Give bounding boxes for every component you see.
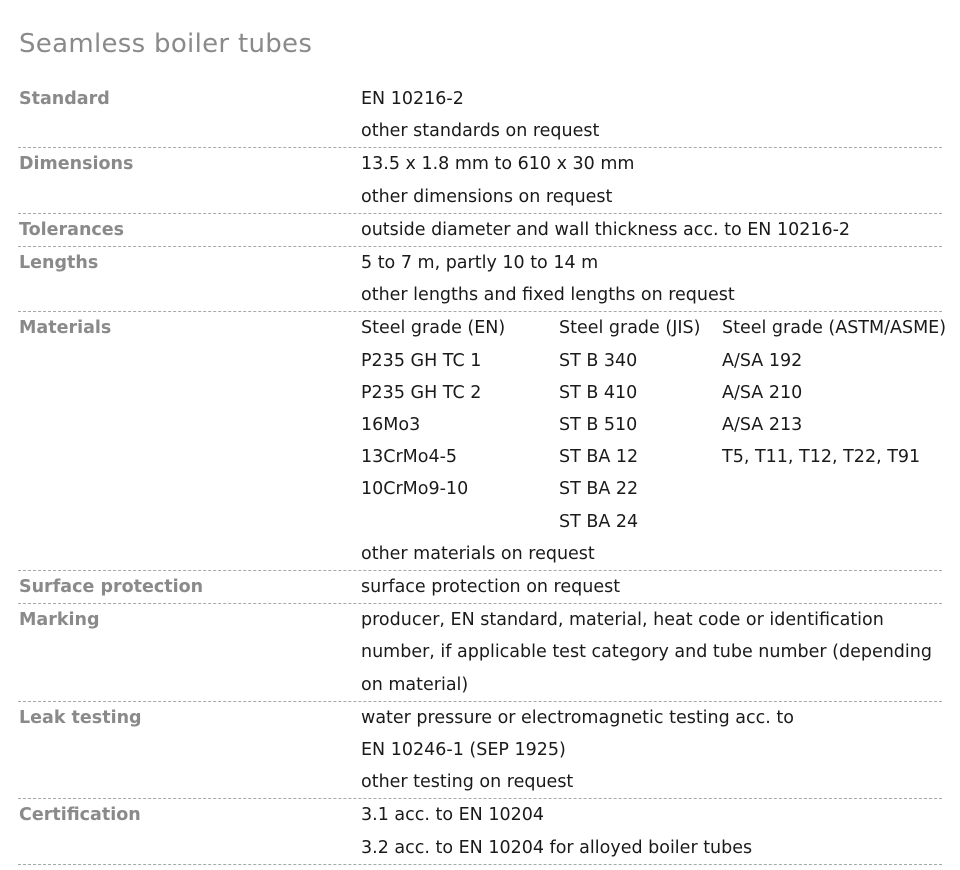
spec-values — [361, 312, 947, 570]
grade-item: P235 GH TC 1 — [361, 350, 482, 371]
spec-value: 3.1 acc. to EN 10204 — [361, 805, 544, 826]
grade-item: T5, T11, T12, T22, T91 — [722, 447, 921, 468]
spec-label: Tolerances — [19, 219, 125, 240]
grade-item: 10CrMo9-10 — [361, 479, 469, 500]
spec-label: Materials — [19, 318, 112, 339]
spec-row-marking — [18, 604, 942, 702]
grade-item: 13CrMo4-5 — [361, 447, 458, 468]
spec-values — [361, 148, 942, 212]
grade-item: ST BA 24 — [558, 511, 639, 532]
spec-row-standard — [18, 83, 942, 148]
spec-value: producer, EN standard, material, heat code or identification — [361, 610, 884, 631]
column-header: Steel grade (ASTM/ASME) — [722, 318, 947, 339]
grade-item: ST BA 12 — [558, 447, 639, 468]
steel-grade-column-jis — [559, 312, 722, 537]
spec-label: Surface protection — [19, 577, 204, 598]
spec-label: Lengths — [19, 253, 99, 274]
spec-value: surface protection on request — [361, 577, 621, 598]
spec-value: other dimensions on request — [361, 186, 613, 207]
spec-row-certification — [18, 799, 942, 864]
steel-grade-columns — [361, 312, 947, 537]
spec-row-surface-protection — [18, 571, 942, 604]
spec-value: water pressure or electromagnetic testing acc. to — [361, 707, 794, 728]
spec-values — [361, 83, 942, 147]
steel-grade-column-en — [361, 312, 559, 537]
spec-row-leak-testing — [18, 702, 942, 800]
grade-item: A/SA 210 — [722, 382, 803, 403]
spec-value: other standards on request — [361, 121, 600, 142]
spec-label: Dimensions — [19, 154, 134, 175]
spec-value: other lengths and fixed lengths on request — [361, 285, 735, 306]
spec-row-dimensions — [18, 148, 942, 213]
spec-values — [361, 247, 942, 311]
page-title: Seamless boiler tubes — [19, 29, 313, 60]
grade-item: ST B 340 — [558, 350, 638, 371]
spec-row-materials — [18, 312, 947, 571]
spec-values — [361, 214, 942, 246]
spec-value: EN 10216-2 — [361, 89, 464, 109]
grade-item: A/SA 213 — [722, 415, 803, 436]
grade-item: ST B 510 — [558, 415, 638, 436]
spec-value: EN 10246-1 (SEP 1925) — [361, 740, 566, 761]
grade-item: ST BA 22 — [558, 479, 639, 500]
column-header: Steel grade (EN) — [361, 318, 506, 339]
grade-item: A/SA 192 — [722, 350, 803, 371]
spec-values — [361, 604, 942, 701]
materials-note: other materials on request — [361, 543, 595, 564]
spec-value: 13.5 x 1.8 mm to 610 x 30 mm — [361, 154, 635, 175]
spec-row-tolerances — [18, 214, 942, 247]
grade-item: P235 GH TC 2 — [361, 382, 482, 403]
spec-value: 5 to 7 m, partly 10 to 14 m — [361, 253, 599, 274]
spec-row-lengths — [18, 247, 942, 312]
spec-value: outside diameter and wall thickness acc. to EN 10216-2 — [361, 219, 851, 240]
spec-value: number, if applicable test category and tube number (depending — [361, 642, 932, 663]
spec-label: Leak testing — [19, 707, 142, 728]
grade-item: 16Mo3 — [361, 415, 421, 436]
spec-value: 3.2 acc. to EN 10204 for alloyed boiler tubes — [361, 837, 753, 858]
grade-item: ST B 410 — [558, 382, 638, 403]
spec-label: Standard — [19, 89, 110, 109]
spec-value: on material) — [361, 674, 469, 695]
spec-table — [18, 83, 947, 865]
spec-label: Marking — [19, 610, 100, 631]
spec-values — [361, 702, 942, 799]
spec-values — [361, 799, 942, 863]
steel-grade-column-astm — [722, 312, 947, 537]
spec-value: other testing on request — [361, 772, 574, 793]
column-header: Steel grade (JIS) — [558, 318, 701, 339]
spec-values — [361, 571, 942, 603]
spec-label: Certification — [19, 805, 141, 826]
